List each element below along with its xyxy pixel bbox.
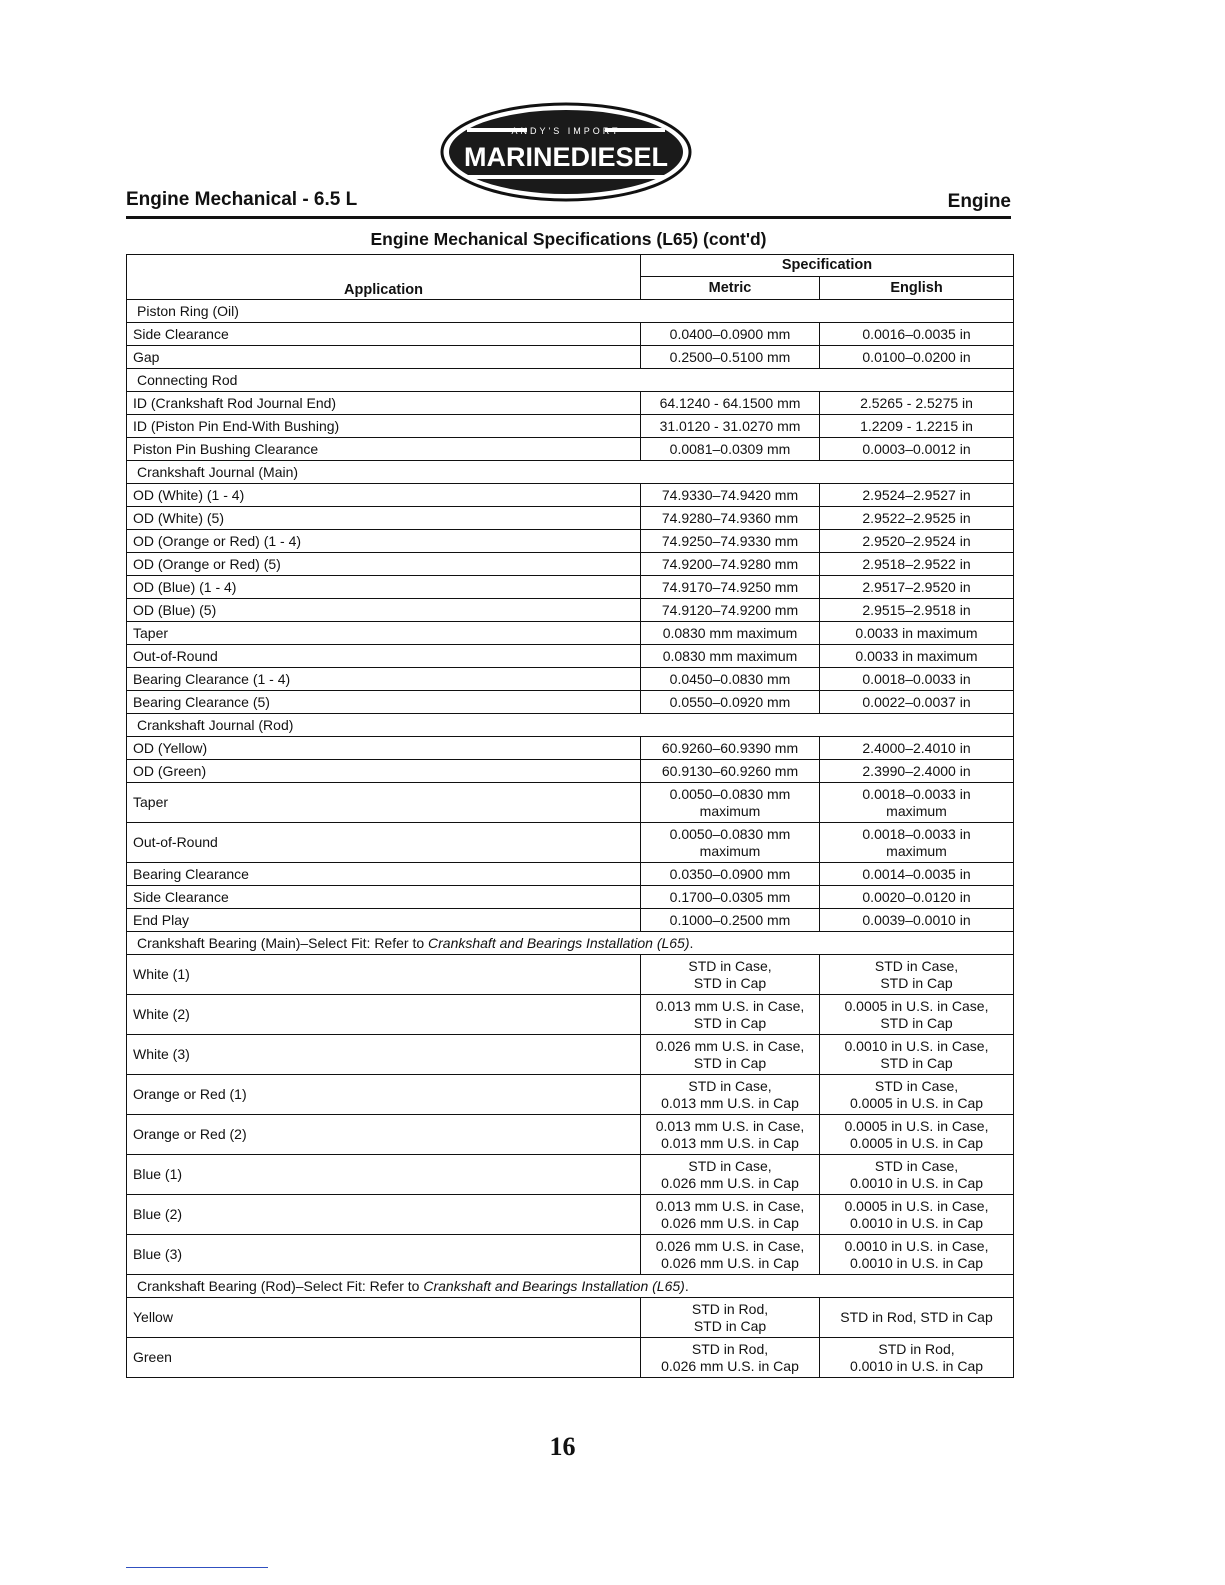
table-row: Out-of-Round 0.0830 mm maximum 0.0033 in maximum [127,645,1014,668]
table-row: OD (White) (1 - 4) 74.9330–74.9420 mm 2.9524–2.9527 in [127,484,1014,507]
group-row: Connecting Rod [127,369,1014,392]
table-row: Bearing Clearance (5) 0.0550–0.0920 mm 0.0022–0.0037 in [127,691,1014,714]
section-title: Engine Mechanical - 6.5 L [126,189,358,210]
table-row: ID (Crankshaft Rod Journal End) 64.1240 - 64.1500 mm 2.5265 - 2.5275 in [127,392,1014,415]
table-row: White (3) 0.026 mm U.S. in Case, STD in Cap 0.0010 in U.S. in Case, STD in Cap [127,1035,1014,1075]
table-row: Orange or Red (1) STD in Case, 0.013 mm U.S. in Cap STD in Case, 0.0005 in U.S. in Cap [127,1075,1014,1115]
table-row: White (2) 0.013 mm U.S. in Case, STD in Cap 0.0005 in U.S. in Case, STD in Cap [127,995,1014,1035]
table-row: Yellow STD in Rod, STD in Cap STD in Rod, STD in Cap [127,1298,1014,1338]
table-row: Piston Pin Bushing Clearance 0.0081–0.0309 mm 0.0003–0.0012 in [127,438,1014,461]
table-row: OD (Orange or Red) (5) 74.9200–74.9280 mm 2.9518–2.9522 in [127,553,1014,576]
table-row: Taper 0.0050–0.0830 mm maximum 0.0018–0.0033 in maximum [127,783,1014,823]
table-row: Side Clearance 0.0400–0.0900 mm 0.0016–0.0035 in [127,323,1014,346]
chapter-title: Engine [947,191,1011,212]
svg-text:ANDY'S IMPORT: ANDY'S IMPORT [511,126,621,136]
specification-header: Specification [641,255,1014,277]
table-row: Bearing Clearance (1 - 4) 0.0450–0.0830 mm 0.0018–0.0033 in [127,668,1014,691]
table-row: Taper 0.0830 mm maximum 0.0033 in maximum [127,622,1014,645]
table-row: Blue (3) 0.026 mm U.S. in Case, 0.026 mm U.S. in Cap 0.0010 in U.S. in Case, 0.0010 in U.S. in Cap [127,1235,1014,1275]
table-row: Green STD in Rod, 0.026 mm U.S. in Cap STD in Rod, 0.0010 in U.S. in Cap [127,1338,1014,1378]
page-number: 16 [549,1432,576,1461]
metric-header: Metric [641,277,820,300]
application-header: Application [127,255,641,300]
table-row: OD (Blue) (1 - 4) 74.9170–74.9250 mm 2.9517–2.9520 in [127,576,1014,599]
group-row: Crankshaft Journal (Rod) [127,714,1014,737]
table-row: OD (Yellow) 60.9260–60.9390 mm 2.4000–2.4010 in [127,737,1014,760]
spec-table [126,254,1014,1378]
table-row: ID (Piston Pin End-With Bushing) 31.0120 - 31.0270 mm 1.2209 - 1.2215 in [127,415,1014,438]
group-row: Crankshaft Bearing (Main)–Select Fit: Refer to Crankshaft and Bearings Installation (L65). [127,932,1014,955]
table-row: Blue (1) STD in Case, 0.026 mm U.S. in Cap STD in Case, 0.0010 in U.S. in Cap [127,1155,1014,1195]
marine-diesel-logo [439,100,699,210]
table-row: Side Clearance 0.1700–0.0305 mm 0.0020–0.0120 in [127,886,1014,909]
table-row: Bearing Clearance 0.0350–0.0900 mm 0.0014–0.0035 in [127,863,1014,886]
header-rule [126,216,1011,219]
table-row: Orange or Red (2) 0.013 mm U.S. in Case, 0.013 mm U.S. in Cap 0.0005 in U.S. in Case, 0.0005 in U.S. in Cap [127,1115,1014,1155]
table-row: OD (Green) 60.9130–60.9260 mm 2.3990–2.4000 in [127,760,1014,783]
english-header: English [820,277,1014,300]
table-row: White (1) STD in Case, STD in Cap STD in Case, STD in Cap [127,955,1014,995]
table-row: OD (Blue) (5) 74.9120–74.9200 mm 2.9515–2.9518 in [127,599,1014,622]
table-header-row [127,255,1014,277]
table-row: Gap 0.2500–0.5100 mm 0.0100–0.0200 in [127,346,1014,369]
table-row: Blue (2) 0.013 mm U.S. in Case, 0.026 mm U.S. in Cap 0.0005 in U.S. in Case, 0.0010 in U.S. in Cap [127,1195,1014,1235]
group-row: Piston Ring (Oil) [127,300,1014,323]
group-row: Crankshaft Journal (Main) [127,461,1014,484]
svg-text:MARINEDIESEL: MARINEDIESEL [463,142,669,172]
footnote-rule [126,1567,268,1568]
table-row: OD (White) (5) 74.9280–74.9360 mm 2.9522–2.9525 in [127,507,1014,530]
table-row: End Play 0.1000–0.2500 mm 0.0039–0.0010 in [127,909,1014,932]
table-title: Engine Mechanical Specifications (L65) (cont'd) [370,229,767,249]
table-row: Out-of-Round 0.0050–0.0830 mm maximum 0.0018–0.0033 in maximum [127,823,1014,863]
table-row: OD (Orange or Red) (1 - 4) 74.9250–74.9330 mm 2.9520–2.9524 in [127,530,1014,553]
group-row: Crankshaft Bearing (Rod)–Select Fit: Refer to Crankshaft and Bearings Installation (L65). [127,1275,1014,1298]
